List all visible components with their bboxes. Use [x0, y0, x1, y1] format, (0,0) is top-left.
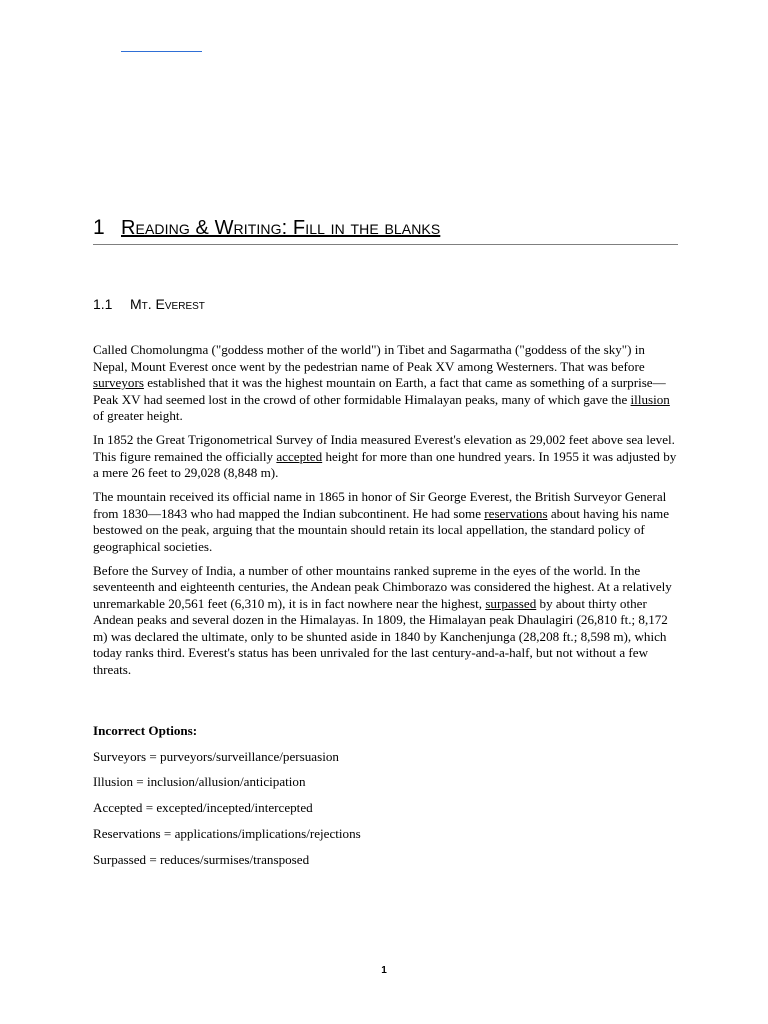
subsection-title: Mt. Everest [130, 296, 205, 312]
paragraph-2 [93, 432, 677, 482]
paragraph-text: by about thirty other Andean peaks and several dozen in the Himalayas. In 1809, the Himalayan peak Dhaulagiri (26,810 ft.; 8,172 m) was declared the ultimate, only to be shunted aside in 1840 by Kanchenjunga (28,208 ft.; 8,598 m), which today ranks third. Everest's status has been unrivaled for the last century-and-a-half, but not without a few threats. [93, 595, 668, 677]
paragraph-text: Called Chomolungma ("goddess mother of the world") in Tibet and Sagarmatha ("goddess of the sky") in Nepal, Mount Everest once went by the pedestrian name of Peak XV among Westerners. That was before [93, 342, 645, 374]
paragraph-text: In 1852 the Great Trigonometrical Survey of India measured Everest's elevation as 29,002 feet above sea level. This figure remained the officially [93, 432, 675, 464]
option-line: Accepted = excepted/incepted/intercepted [93, 800, 313, 816]
paragraph-text: height for more than one hundred years. In 1955 it was adjusted by a mere 26 feet to 29,028 (8,848 m). [93, 448, 677, 480]
section-heading [93, 214, 678, 245]
paragraph-text: established that it was the highest mountain on Earth, a fact that came as something of a surprise—Peak XV had seemed lost in the crowd of other formidable Himalayan peaks, many of which gave the [93, 375, 666, 407]
subsection-number: 1.1 [93, 296, 113, 312]
subsection-heading [93, 294, 205, 314]
blank-word-surpassed: surpassed [485, 595, 537, 611]
paragraph-1 [93, 342, 677, 425]
section-title: Reading & Writing: Fill in the blanks [121, 217, 441, 239]
page-number: 1 [381, 965, 387, 976]
passage [93, 342, 677, 678]
option-line: Illusion = inclusion/allusion/anticipation [93, 774, 306, 790]
paragraph-4 [93, 563, 677, 679]
paragraph-text: Before the Survey of India, a number of other mountains ranked supreme in the eyes of the world. In the seventeenth and eighteenth centuries, the Andean peak Chimborazo was considered the highest. At a relatively unremarkable 20,561 feet (6,310 m), it is in fact nowhere near the highest, [93, 562, 672, 611]
paragraph-text: about having his name bestowed on the peak, arguing that the mountain should retain its local appellation, the standard policy of geographical societies. [93, 505, 670, 554]
blank-word-surveyors: surveyors [93, 375, 144, 390]
option-line: Surpassed = reduces/surmises/transposed [93, 851, 310, 867]
paragraph-text: of greater height. [93, 408, 183, 423]
blank-word-accepted: accepted [276, 448, 323, 464]
section-number: 1 [93, 216, 105, 239]
option-line: Reservations = applications/implications/rejections [93, 825, 361, 841]
option-line: Surveyors = purveyors/surveillance/persuasion [93, 748, 339, 764]
paragraph-3 [93, 489, 677, 555]
incorrect-options [93, 723, 677, 877]
header-rule [121, 51, 202, 52]
blank-word-illusion: illusion [630, 391, 670, 407]
blank-word-reservations: reservations [484, 505, 548, 521]
paragraph-text: The mountain received its official name in 1865 in honor of Sir George Everest, the British Surveyor General from 1830—1843 who had mapped the Indian subcontinent. He had some [93, 489, 667, 521]
options-title: Incorrect Options: [93, 723, 198, 738]
